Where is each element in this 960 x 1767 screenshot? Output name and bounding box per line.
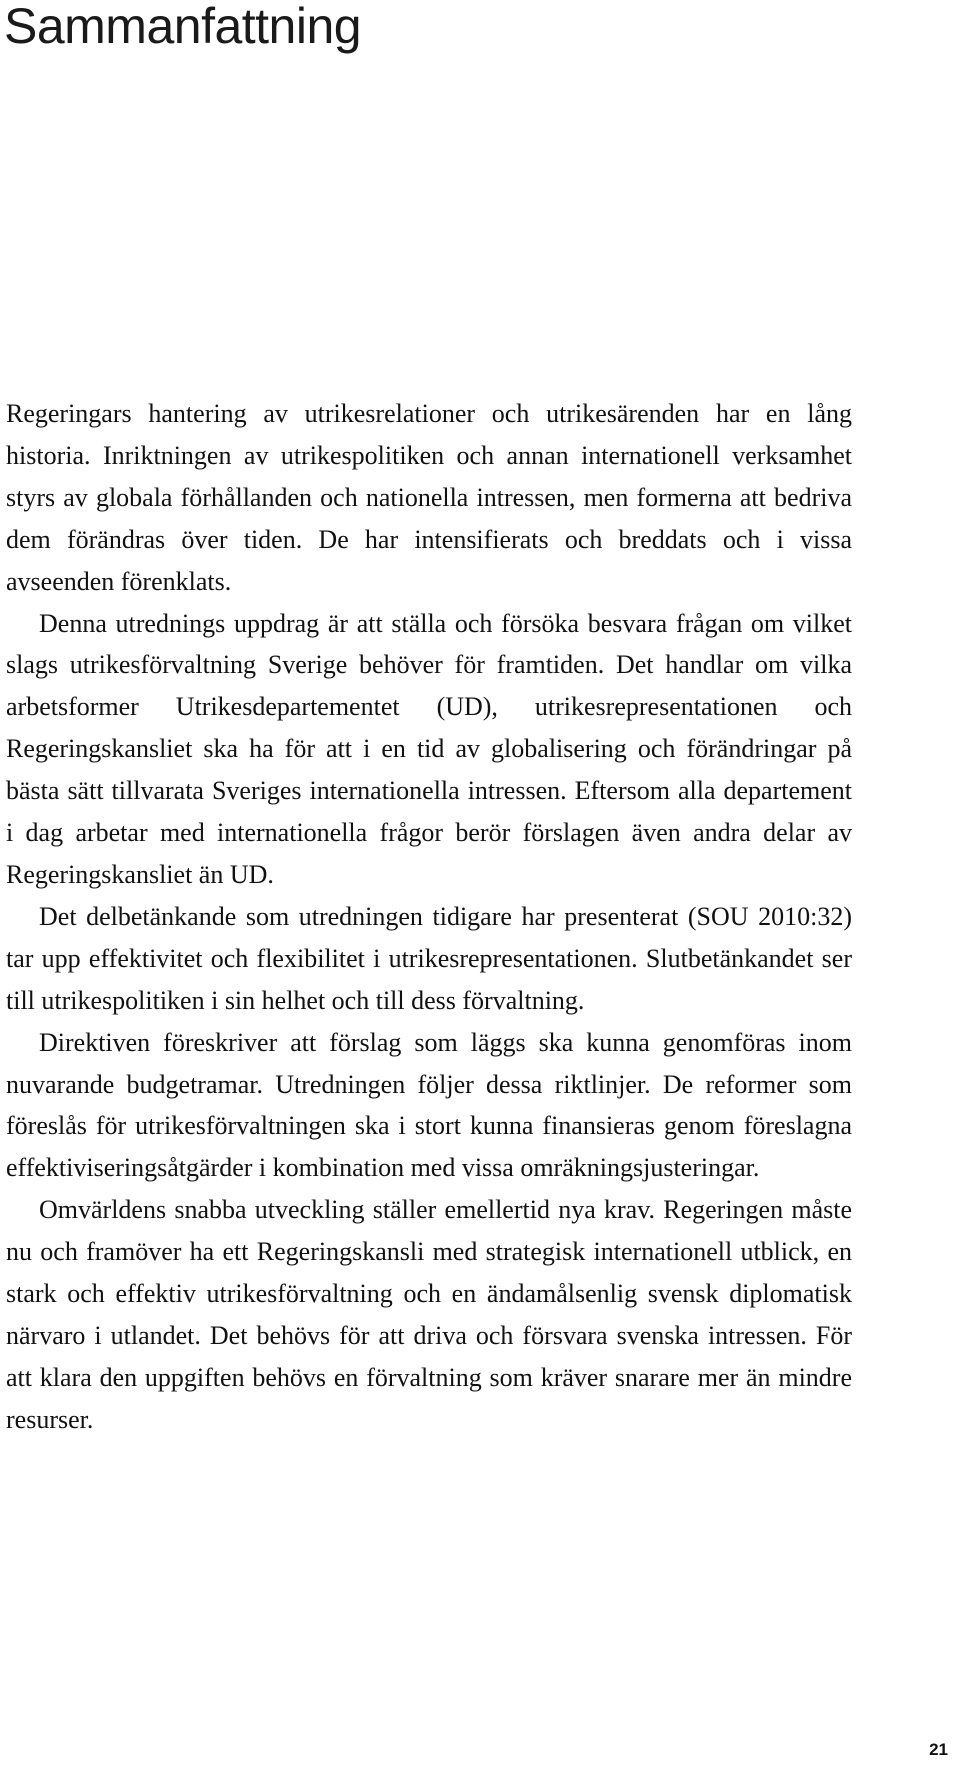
paragraph-4: Direktiven föreskriver att förslag som läggs ska kunna genomföras inom nuvarande budgetramar. Utredningen följer dessa riktlinjer. De reformer som föreslås för utrikesförvaltningen ska i stort kunna finansieras genom föreslagna effektiviseringsåtgärder i kombination med vissa omräkningsjusteringar. <box>6 1027 852 1183</box>
body-text <box>6 393 852 1441</box>
paragraph-1: Regeringars hantering av utrikesrelationer och utrikesärenden har en lång historia. Inriktningen av utrikespolitiken och annan internationell verksamhet styrs av globala förhållanden och nationella intressen, men formerna att bedriva dem förändras över tiden. De har intensifierats och breddats och i vissa avseenden förenklats. <box>6 399 852 596</box>
paragraph-5: Omvärldens snabba utveckling ställer emellertid nya krav. Regeringen måste nu och framöver ha ett Regeringskansli med strategisk internationell utblick, en stark och effektiv utrikesförvaltning och en ändamålsenlig svensk diplomatisk närvaro i utlandet. Det behövs för att driva och försvara svenska intressen. För att klara den uppgiften behövs en förvaltning som kräver snarare mer än mindre resurser. <box>6 1195 852 1434</box>
paragraph-2: Denna utrednings uppdrag är att ställa och försöka besvara frågan om vilket slags utrikesförvaltning Sverige behöver för framtiden. Det handlar om vilka arbetsformer Utrikesdepartementet (UD), utrikesrepresentationen och Regeringskansliet ska ha för att i en tid av globalisering och förändringar på bästa sätt tillvarata Sveriges internationella intressen. Eftersom alla departement i dag arbetar med internationella frågor berör förslagen även andra delar av Regeringskansliet än UD. <box>6 608 852 889</box>
page-title: Sammanfattning <box>4 0 362 54</box>
paragraph-3: Det delbetänkande som utredningen tidigare har presenterat (SOU 2010:32) tar upp effektivitet och flexibilitet i utrikesrepresentationen. Slutbetänkandet ser till utrikespolitiken i sin helhet och till dess förvaltning. <box>6 901 852 1015</box>
page-number: 21 <box>929 1740 948 1759</box>
